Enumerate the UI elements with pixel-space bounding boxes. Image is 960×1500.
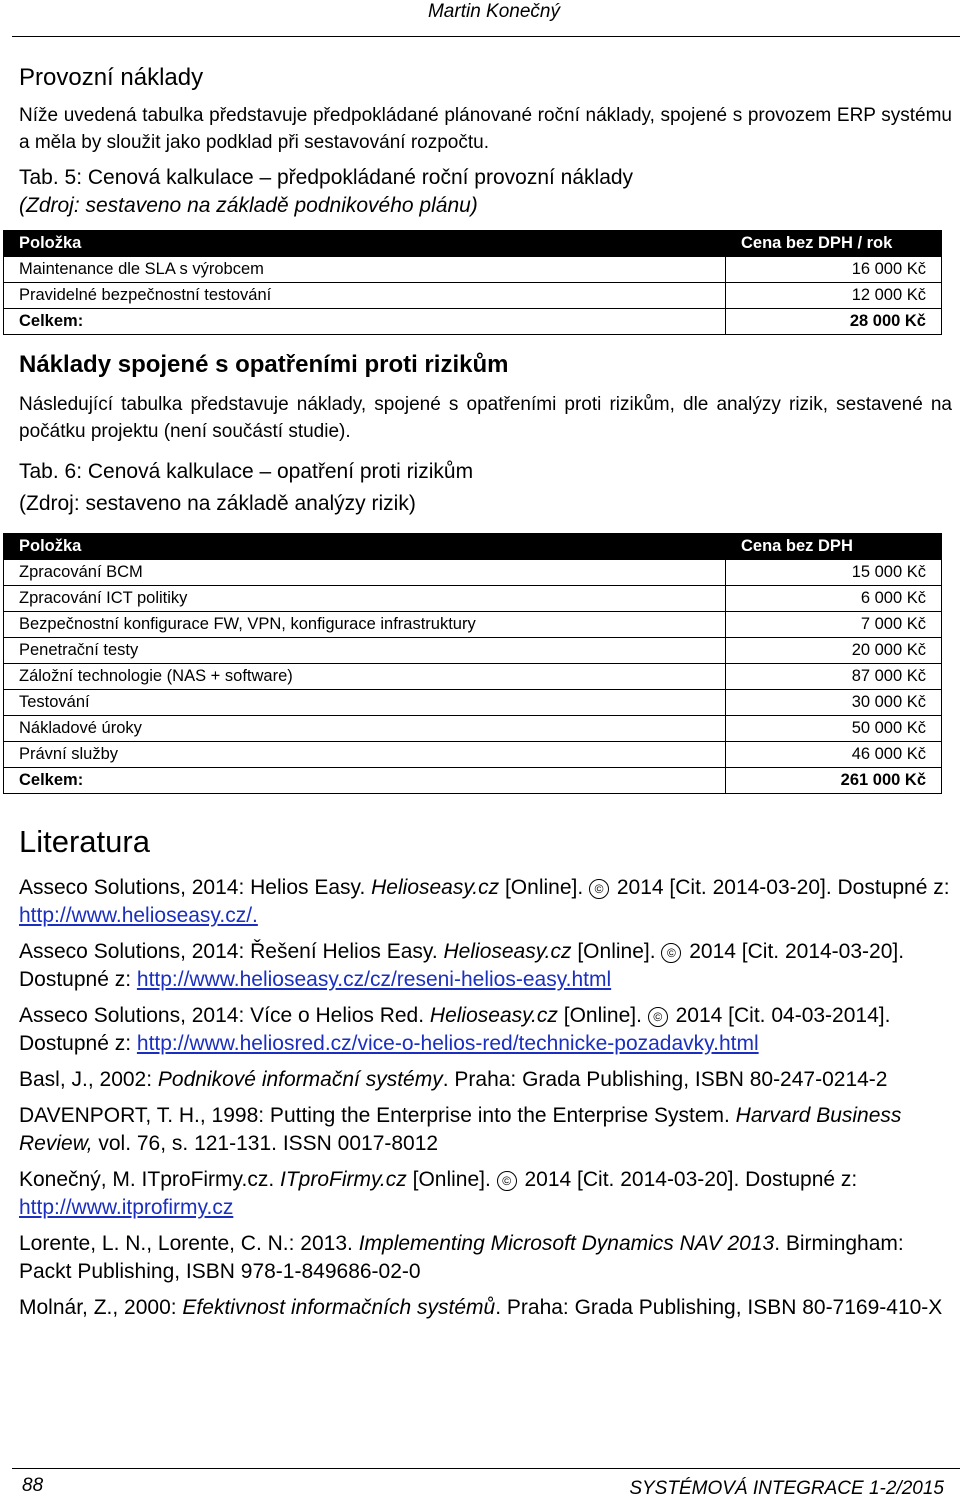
table-5-body: [4, 257, 942, 335]
table-row: [4, 664, 942, 690]
reference-entry: [19, 1294, 952, 1322]
column-header-price: Cena bez DPH: [726, 534, 942, 560]
copyright-icon: ©: [589, 879, 609, 899]
table-row: [4, 742, 942, 768]
table-row: [4, 257, 942, 283]
reference-title-italic: ITproFirmy.cz: [280, 1168, 407, 1191]
reference-entry: [19, 938, 952, 994]
reference-title-italic: Helioseasy.cz: [371, 876, 500, 899]
reference-text: [Online].: [571, 940, 662, 963]
table-5-title: Tab. 5: Cenová kalkulace – předpokládané roční provozní náklady: [19, 166, 634, 189]
cell-item: Bezpečnostní konfigurace FW, VPN, konfigurace infrastruktury: [4, 612, 726, 638]
cell-price: 15 000 Kč: [726, 560, 942, 586]
table-6-title: Tab. 6: Cenová kalkulace – opatření proti rizikům: [19, 460, 474, 483]
reference-entry: [19, 1002, 952, 1058]
total-value: 28 000 Kč: [726, 309, 942, 335]
section-heading-rizika: Náklady spojené s opatřeními proti rizikům: [19, 351, 509, 378]
cell-price: 20 000 Kč: [726, 638, 942, 664]
reference-entry: [19, 1230, 952, 1286]
reference-text: Konečný, M. ITproFirmy.cz.: [19, 1168, 280, 1191]
total-label: Celkem:: [4, 309, 726, 335]
table-row: [4, 283, 942, 309]
reference-text: [Online].: [406, 1168, 497, 1191]
cell-price: 6 000 Kč: [726, 586, 942, 612]
reference-text: Molnár, Z., 2000:: [19, 1296, 183, 1319]
reference-text: Asseco Solutions, 2014: Více o Helios Red.: [19, 1004, 430, 1027]
reference-text: Asseco Solutions, 2014: Helios Easy.: [19, 876, 372, 899]
reference-entry: [19, 1066, 952, 1094]
cell-item: Maintenance dle SLA s výrobcem: [4, 257, 726, 283]
reference-title-italic: Harvard Business Review,: [19, 1104, 902, 1155]
reference-list: [19, 874, 952, 1322]
reference-entry: [19, 1102, 952, 1158]
reference-text: vol. 76, s. 121-131. ISSN 0017-8012: [92, 1132, 439, 1155]
column-header-item: Položka: [4, 231, 726, 257]
table-row: [4, 638, 942, 664]
reference-text: 2014 [Cit. 2014-03-20]. Dostupné z:: [611, 876, 950, 899]
cell-item: Pravidelné bezpečnostní testování: [4, 283, 726, 309]
table-header-row: [4, 231, 942, 257]
cell-item: Penetrační testy: [4, 638, 726, 664]
table-6: [3, 533, 942, 794]
table-row: [4, 690, 942, 716]
total-value: 261 000 Kč: [726, 768, 942, 794]
reference-entry: [19, 1166, 952, 1222]
reference-text: 2014 [Cit. 2014-03-20]. Dostupné z:: [518, 1168, 858, 1191]
column-header-price: Cena bez DPH / rok: [726, 231, 942, 257]
total-label: Celkem:: [4, 768, 726, 794]
reference-title-italic: Implementing Microsoft Dynamics NAV 2013: [358, 1232, 775, 1255]
cell-price: 12 000 Kč: [726, 283, 942, 309]
reference-text: 2014 [Cit. 04-03-2014]. Dostupné z:: [19, 1004, 891, 1055]
cell-item: Nákladové úroky: [4, 716, 726, 742]
reference-text: . Praha: Grada Publishing, ISBN 80-247-0214-2: [442, 1068, 888, 1091]
reference-text: 2014 [Cit. 2014-03-20]. Dostupné z:: [19, 940, 905, 991]
reference-title-italic: Podnikové informační systémy: [157, 1068, 443, 1091]
header-rule: [12, 36, 960, 37]
reference-link[interactable]: http://www.itprofirmy.cz: [19, 1196, 234, 1219]
cell-price: 46 000 Kč: [726, 742, 942, 768]
cell-item: Právní služby: [4, 742, 726, 768]
copyright-icon: ©: [648, 1007, 668, 1027]
reference-text: . Praha: Grada Publishing, ISBN 80-7169-410-X: [495, 1296, 943, 1319]
cell-price: 50 000 Kč: [726, 716, 942, 742]
running-header-author: Martin Konečný: [427, 1, 560, 22]
cell-item: Testování: [4, 690, 726, 716]
table-6-source: (Zdroj: sestaveno na základě analýzy rizik): [19, 492, 416, 515]
reference-text: Lorente, L. N., Lorente, C. N.: 2013.: [19, 1232, 359, 1255]
copyright-icon: ©: [661, 943, 681, 963]
reference-title-italic: Efektivnost informačních systémů: [182, 1296, 496, 1319]
literature-heading: Literatura: [19, 824, 150, 859]
reference-title-italic: Helioseasy.cz: [443, 940, 572, 963]
cell-item: Záložní technologie (NAS + software): [4, 664, 726, 690]
table-total-row: [4, 309, 942, 335]
reference-text: Asseco Solutions, 2014: Řešení Helios Easy.: [19, 940, 444, 963]
page-content: [19, 62, 952, 1330]
reference-text: . Birmingham: Packt Publishing, ISBN 978-1-849686-02-0: [19, 1232, 904, 1283]
reference-title-italic: Helioseasy.cz: [429, 1004, 558, 1027]
reference-text: [Online].: [557, 1004, 648, 1027]
reference-link[interactable]: http://www.heliosred.cz/vice-o-helios-red/technicke-pozadavky.html: [136, 1032, 759, 1055]
cell-price: 87 000 Kč: [726, 664, 942, 690]
cell-price: 7 000 Kč: [726, 612, 942, 638]
section-intro-paragraph: Následující tabulka představuje náklady, spojené s opatřeními proti rizikům, dle analýzy rizik, sestavené na počátku projektu (není součástí studie).: [19, 394, 952, 442]
reference-text: Basl, J., 2002:: [19, 1068, 158, 1091]
table-header-row: [4, 534, 942, 560]
reference-link[interactable]: http://www.helioseasy.cz/cz/reseni-helios-easy.html: [136, 968, 612, 991]
section-intro-paragraph: Níže uvedená tabulka představuje předpokládané plánované roční náklady, spojené s provozem ERP systému a měla by sloužit jako podklad při sestavování rozpočtu.: [19, 105, 952, 153]
table-5-source: (Zdroj: sestaveno na základě podnikového plánu): [19, 194, 478, 217]
section-heading-provozni-naklady: Provozní náklady: [19, 64, 204, 91]
footer-rule: [12, 1468, 960, 1469]
cell-item: Zpracování ICT politiky: [4, 586, 726, 612]
reference-entry: [19, 874, 952, 930]
cell-price: 16 000 Kč: [726, 257, 942, 283]
table-6-body: [4, 560, 942, 794]
table-row: [4, 586, 942, 612]
cell-price: 30 000 Kč: [726, 690, 942, 716]
running-footer-journal: SYSTÉMOVÁ INTEGRACE 1-2/2015: [629, 1478, 944, 1499]
page-number: 88: [22, 1475, 44, 1496]
table-row: [4, 716, 942, 742]
reference-text: DAVENPORT, T. H., 1998: Putting the Enterprise into the Enterprise System.: [19, 1104, 736, 1127]
reference-text: [Online].: [499, 876, 590, 899]
table-total-row: [4, 768, 942, 794]
copyright-icon: ©: [497, 1171, 517, 1191]
column-header-item: Položka: [4, 534, 726, 560]
cell-item: Zpracování BCM: [4, 560, 726, 586]
table-row: [4, 612, 942, 638]
table-5: [3, 230, 942, 335]
table-row: [4, 560, 942, 586]
reference-link[interactable]: http://www.helioseasy.cz/.: [19, 904, 258, 927]
